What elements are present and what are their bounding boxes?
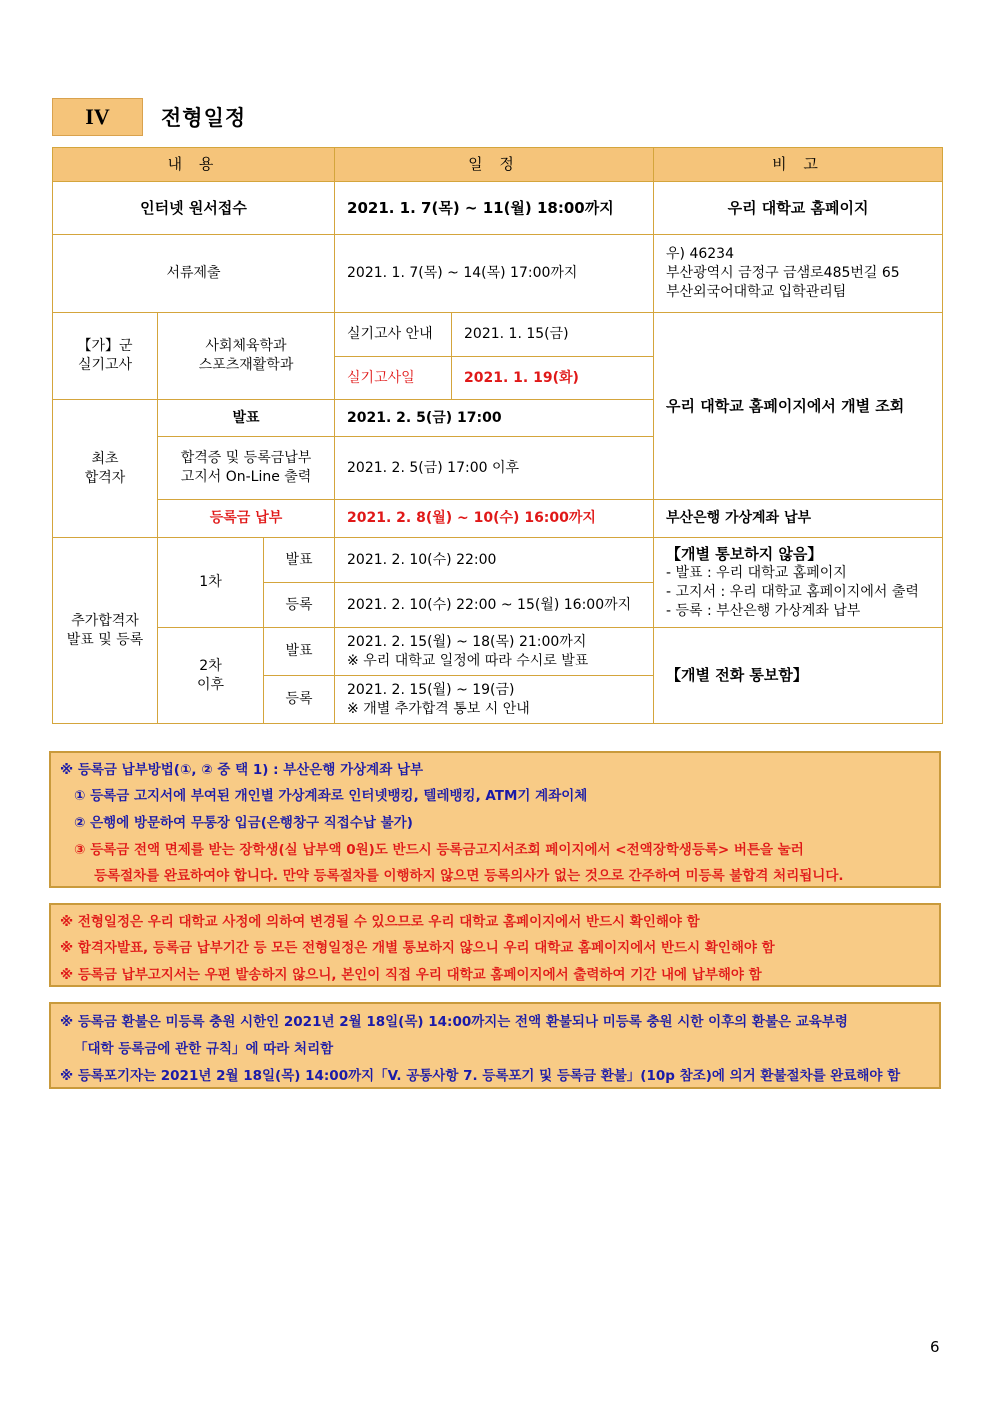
notice-line: 등록절차를 완료하여야 합니다. 만약 등록절차를 이행하지 않으면 등록의사가 없는 것으로 간주하여 미등록 불합격 처리됩니다. xyxy=(94,868,844,884)
address-line: 부산광역시 금정구 금샘로485번길 65 xyxy=(666,265,900,281)
internet-application-label: 인터넷 원서접수 xyxy=(53,182,335,235)
initial-admission-label xyxy=(53,400,158,538)
round1-register-label: 등록 xyxy=(264,583,335,628)
refund-notice xyxy=(49,1002,941,1089)
round1-note-line: - 고지서 : 우리 대학교 홈페이지에서 출력 xyxy=(666,583,919,600)
notice-line: ※ 등록포기자는 2021년 2월 18일(목) 14:00까지「V. 공통사항 7. 등록포기 및 등록금 환불」(10p 참조)에 의거 환불절차를 완료해야 함 xyxy=(60,1068,901,1084)
round2-label xyxy=(158,628,264,724)
round2-announce-line: 2021. 2. 15(월) ~ 18(목) 21:00까지 xyxy=(347,633,587,650)
additional-label-line: 추가합격자 xyxy=(71,612,139,629)
schedule-table xyxy=(52,147,943,724)
table-row xyxy=(53,538,943,583)
initial-label-line: 최초 xyxy=(91,450,119,467)
round2-label-line: 이후 xyxy=(196,676,225,693)
practical-group-label xyxy=(53,313,158,400)
round2-announce-line: ※ 우리 대학교 일정에 따라 수시로 발표 xyxy=(347,652,589,669)
additional-label-line: 발표 및 등록 xyxy=(66,631,144,648)
round2-register-line: 2021. 2. 15(월) ~ 19(금) xyxy=(347,681,515,698)
individual-lookup-note: 우리 대학교 홈페이지에서 개별 조회 xyxy=(654,313,943,500)
certificate-output-date: 2021. 2. 5(금) 17:00 이후 xyxy=(335,437,654,500)
tuition-payment-date: 2021. 2. 8(월) ~ 10(수) 16:00까지 xyxy=(335,500,654,538)
notice-line: ※ 합격자발표, 등록금 납부기간 등 모든 전형일정은 개별 통보하지 않으니 우리 대학교 홈페이지에서 반드시 확인해야 함 xyxy=(60,940,775,956)
section-title: 전형일정 xyxy=(161,106,247,130)
section-number: IV xyxy=(52,98,143,136)
header-content: 내 용 xyxy=(53,148,335,182)
tuition-payment-note: 부산은행 가상계좌 납부 xyxy=(654,500,943,538)
practical-departments xyxy=(158,313,335,400)
address-line: 부산외국어대학교 입학관리팀 xyxy=(666,284,847,300)
header-schedule: 일 정 xyxy=(335,148,654,182)
round2-announce-date xyxy=(335,628,654,676)
tuition-payment-label: 등록금 납부 xyxy=(158,500,335,538)
notice-line: ③ 등록금 전액 면제를 받는 장학생(실 납부액 0원)도 반드시 등록금고지서조회 페이지에서 <전액장학생등록> 버튼을 눌러 xyxy=(74,842,804,858)
department-name: 사회체육학과 xyxy=(205,338,287,354)
department-name: 스포츠재활학과 xyxy=(198,357,294,373)
group-exam: 실기고사 xyxy=(77,357,133,373)
round1-note xyxy=(654,538,943,628)
practical-exam-date: 2021. 1. 19(화) xyxy=(452,357,654,400)
certificate-label-line: 합격증 및 등록금납부 xyxy=(180,450,312,466)
table-row xyxy=(53,500,943,538)
practical-exam-label: 실기고사일 xyxy=(335,357,452,400)
internet-application-date: 2021. 1. 7(목) ~ 11(월) 18:00까지 xyxy=(335,182,654,235)
round1-announce-date: 2021. 2. 10(수) 22:00 xyxy=(335,538,654,583)
address-line: 우) 46234 xyxy=(666,246,734,262)
certificate-output-label xyxy=(158,437,335,500)
notice-line: ① 등록금 고지서에 부여된 개인별 가상계좌로 인터넷뱅킹, 텔레뱅킹, ATM기 계좌이체 xyxy=(74,788,588,804)
round1-note-line: - 발표 : 우리 대학교 홈페이지 xyxy=(666,564,847,581)
table-row xyxy=(53,182,943,235)
payment-method-notice xyxy=(49,751,941,888)
round1-register-date: 2021. 2. 10(수) 22:00 ~ 15(월) 16:00까지 xyxy=(335,583,654,628)
table-header-row xyxy=(53,148,943,182)
certificate-label-line: 고지서 On-Line 출력 xyxy=(180,469,312,485)
notice-line: ② 은행에 방문하여 무통장 입금(은행창구 직접수납 불가) xyxy=(74,815,413,831)
notice-line: 「대학 등록금에 관한 규칙」에 따라 처리함 xyxy=(74,1041,334,1057)
notice-line: ※ 등록금 납부방법(①, ② 중 택 1) : 부산은행 가상계좌 납부 xyxy=(60,762,424,778)
internet-application-note: 우리 대학교 홈페이지 xyxy=(654,182,943,235)
round2-note: 【개별 전화 통보함】 xyxy=(654,628,943,724)
initial-label-line: 합격자 xyxy=(84,469,126,486)
table-row xyxy=(53,628,943,676)
round2-register-label: 등록 xyxy=(264,676,335,724)
round1-note-line: - 등록 : 부산은행 가상계좌 납부 xyxy=(666,602,861,619)
round1-announce-label: 발표 xyxy=(264,538,335,583)
header-note: 비 고 xyxy=(654,148,943,182)
round2-label-line: 2차 xyxy=(199,657,222,674)
announcement-date: 2021. 2. 5(금) 17:00 xyxy=(335,400,654,437)
schedule-notice xyxy=(49,903,941,987)
notice-line: ※ 등록금 환불은 미등록 충원 시한인 2021년 2월 18일(목) 14:00까지는 전액 환불되나 미등록 충원 시한 이후의 환불은 교육부령 xyxy=(60,1014,848,1030)
practical-guide-label: 실기고사 안내 xyxy=(335,313,452,357)
additional-admission-label xyxy=(53,538,158,724)
round2-register-date xyxy=(335,676,654,724)
round2-register-line: ※ 개별 추가합격 통보 시 안내 xyxy=(347,700,530,717)
round2-announce-label: 발표 xyxy=(264,628,335,676)
notice-line: ※ 전형일정은 우리 대학교 사정에 의하여 변경될 수 있으므로 우리 대학교 홈페이지에서 반드시 확인해야 함 xyxy=(60,914,700,930)
round1-note-title: 【개별 통보하지 않음】 xyxy=(666,544,823,563)
notice-line: ※ 등록금 납부고지서는 우편 발송하지 않으니, 본인이 직접 우리 대학교 홈페이지에서 출력하여 기간 내에 납부해야 함 xyxy=(60,967,762,983)
table-row xyxy=(53,235,943,313)
mailing-address xyxy=(654,235,943,313)
page-number: 6 xyxy=(930,1338,940,1356)
document-submission-date: 2021. 1. 7(목) ~ 14(목) 17:00까지 xyxy=(335,235,654,313)
document-submission-label: 서류제출 xyxy=(53,235,335,313)
practical-guide-date: 2021. 1. 15(금) xyxy=(452,313,654,357)
group-name: 【가】군 xyxy=(77,338,133,354)
section-heading xyxy=(52,98,246,136)
announcement-label: 발표 xyxy=(158,400,335,437)
table-row xyxy=(53,313,943,357)
round1-label: 1차 xyxy=(158,538,264,628)
